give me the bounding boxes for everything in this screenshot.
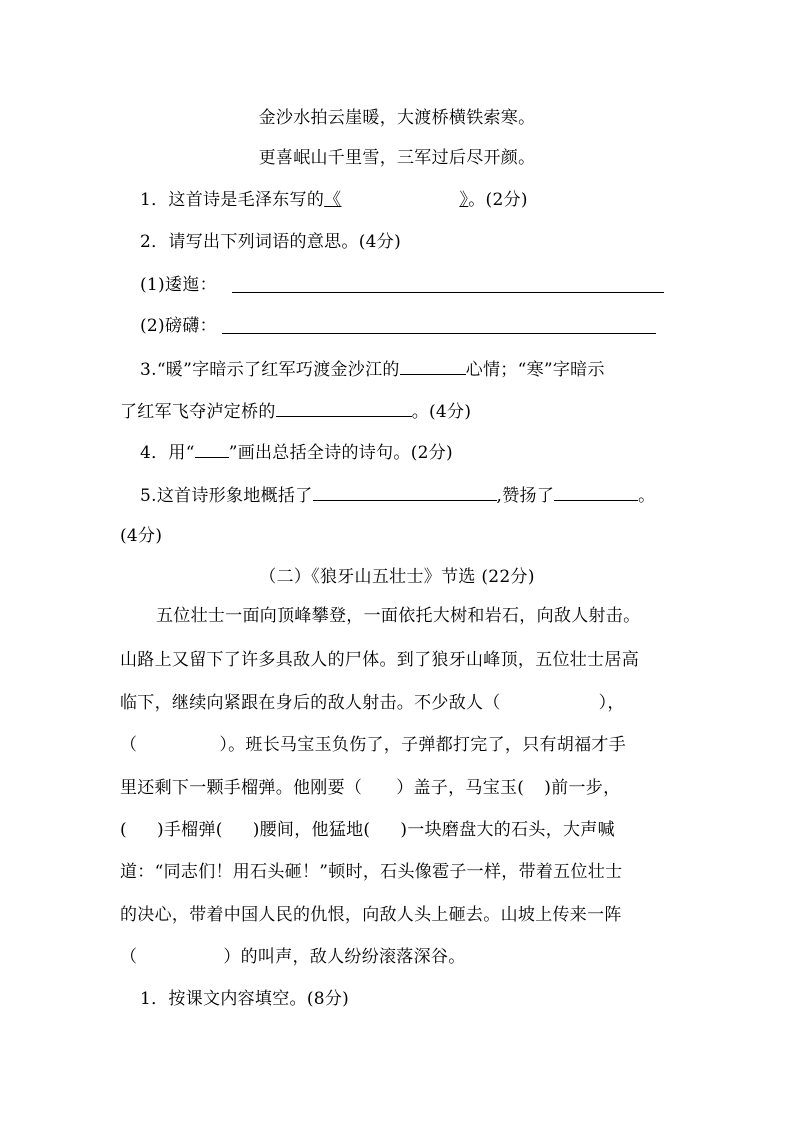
question-5-blank-2[interactable]	[554, 482, 638, 501]
question-4-underline-sample	[195, 439, 229, 458]
book-title-blank[interactable]: 《 》	[324, 190, 469, 210]
question-3-blank-2[interactable]	[276, 398, 412, 417]
passage-line-4: （ ）。班长马宝玉负伤了，子弹都打完了，只有胡福才手	[120, 735, 627, 755]
question-2-item-1-label: (1)逶迤：	[140, 275, 217, 295]
question-5-score: (4分)	[120, 526, 163, 546]
passage-line-3: 临下，继续向紧跟在身后的敌人射击。不少敌人（ ），	[120, 693, 625, 713]
question-5: 5.这首诗形象地概括了 ,赞扬了 。	[140, 482, 655, 508]
question-1	[140, 188, 528, 212]
question-1-prefix: 1．这首诗是毛泽东写的	[140, 190, 325, 210]
passage-line-8: 的决心，带着中国人民的仇恨，向敌人头上砸去。山坡上传来一阵	[120, 905, 622, 925]
question-2-item-2-answer-line[interactable]	[222, 333, 656, 334]
question-3-line-1: 3.“暖”字暗示了红军巧渡金沙江的 心情；“寒”字暗示	[140, 356, 605, 382]
section-2-question-1: 1．按课文内容填空。(8分)	[140, 989, 350, 1009]
question-2-item-1-answer-line[interactable]	[232, 292, 664, 293]
poem-line-2: 更喜岷山千里雪，三军过后尽开颜。	[258, 148, 536, 168]
passage-line-5: 里还剩下一颗手榴弹。他刚要（ ）盖子，马宝玉( )前一步，	[120, 778, 621, 798]
question-2-item-2-label: (2)磅礴：	[140, 316, 217, 336]
passage-line-1: 五位壮士一面向顶峰攀登，一面依托大树和岩石，向敌人射击。	[156, 606, 641, 626]
question-5-blank-1[interactable]	[313, 482, 497, 501]
question-4: 4．用“ ”画出总括全诗的诗句。(2分)	[140, 439, 453, 465]
passage-line-6: ( )手榴弹( )腰间，他猛地( )一块磨盘大的石头，大声喊	[120, 820, 615, 840]
poem-line-1: 金沙水拍云崖暖，大渡桥横铁索寒。	[258, 108, 536, 128]
question-1-suffix: 。(2分)	[468, 190, 528, 210]
passage-line-2: 山路上又留下了许多具敌人的尸体。到了狼牙山峰顶，五位壮士居高	[120, 650, 639, 670]
section-2-title: （二）《狼牙山五壮士》节选 (22分)	[259, 567, 535, 587]
question-2: 2．请写出下列词语的意思。(4分)	[140, 232, 401, 252]
passage-line-7: 道：“同志们！用石头砸！”顿时，石头像雹子一样，带着五位壮士	[120, 862, 623, 882]
question-3-blank-1[interactable]	[400, 356, 466, 375]
passage-line-9: （ ）的叫声，敌人纷纷滚落深谷。	[120, 947, 466, 967]
question-3-line-2: 了红军飞夺泸定桥的 。(4分)	[120, 398, 471, 424]
